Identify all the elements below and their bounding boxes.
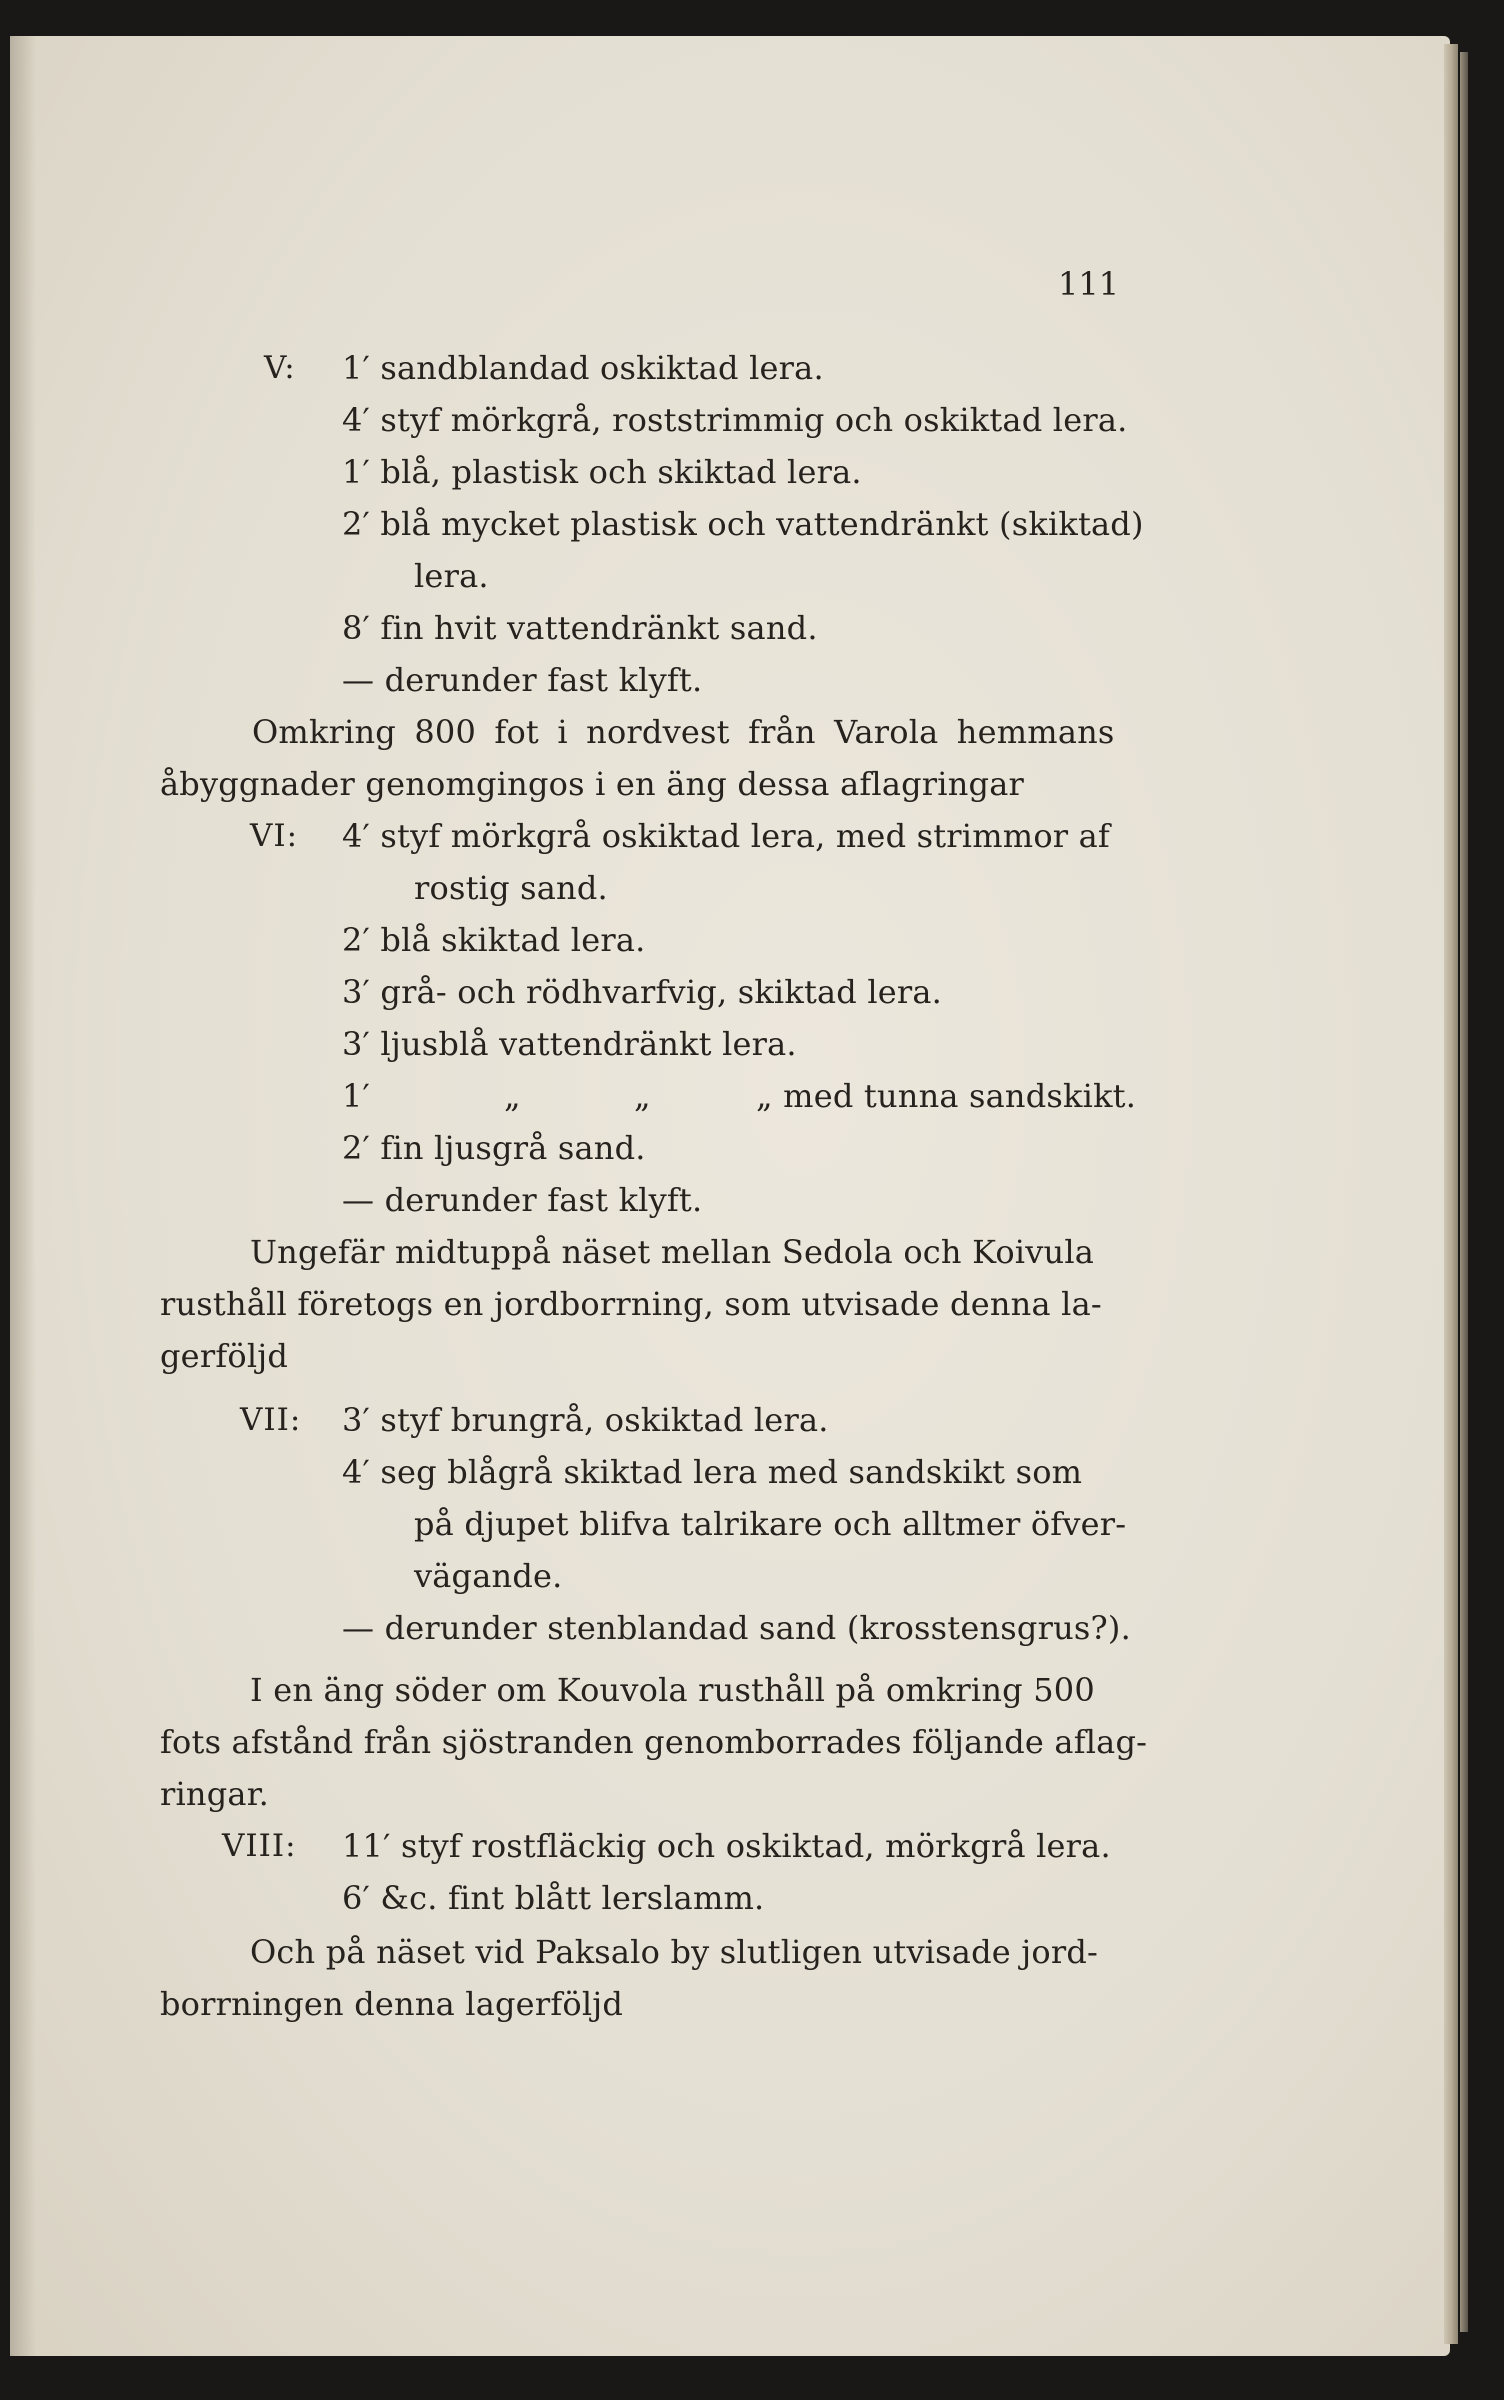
text-line: 2′ blå skiktad lera. <box>342 921 646 959</box>
section-label-vi: VI: <box>250 818 299 854</box>
text-line: I en äng söder om Kouvola rusthåll på omkring 500 <box>250 1671 1095 1709</box>
text-line: borrningen denna lagerföljd <box>160 1985 624 2023</box>
text-line: 2′ fin ljusgrå sand. <box>342 1129 646 1167</box>
text-line: 1′ blå, plastisk och skiktad lera. <box>342 453 862 491</box>
text-line: Ungefär midtuppå näset mellan Sedola och Koivula <box>250 1233 1095 1271</box>
section-label-v: V: <box>264 350 296 386</box>
text-line: 4′ styf mörkgrå, roststrimmig och oskiktad lera. <box>342 401 1128 439</box>
text-line: gerföljd <box>160 1337 289 1375</box>
text-line: 3′ ljusblå vattendränkt lera. <box>342 1025 797 1063</box>
text-line: 4′ styf mörkgrå oskiktad lera, med strimmor af <box>342 817 1110 855</box>
text-line: 1′ sandblandad oskiktad lera. <box>342 349 824 387</box>
text-line: 8′ fin hvit vattendränkt sand. <box>342 609 818 647</box>
page-number: 111 <box>1058 265 1120 303</box>
text-line: 11′ styf rostfläckig och oskiktad, mörkgrå lera. <box>342 1827 1111 1865</box>
page-gutter-shadow <box>10 36 36 2356</box>
text-line: 3′ styf brungrå, oskiktad lera. <box>342 1401 829 1439</box>
page-edge <box>1444 44 1458 2344</box>
text-line: „ med tunna sandskikt. <box>756 1077 1137 1115</box>
text-line: åbyggnader genomgingos i en äng dessa aflagringar <box>160 765 1025 803</box>
text-line: Och på näset vid Paksalo by slutligen utvisade jord- <box>250 1933 1099 1971</box>
text-line: lera. <box>414 557 489 595</box>
text-line: — derunder fast klyft. <box>342 661 703 699</box>
text-line: rusthåll företogs en jordborrning, som utvisade denna la- <box>160 1285 1102 1323</box>
text-line: 1′ <box>342 1077 371 1115</box>
text-line: 4′ seg blågrå skiktad lera med sandskikt som <box>342 1453 1083 1491</box>
text-line: Omkring 800 fot i nordvest från Varola hemmans <box>252 713 1115 751</box>
text-line: fots afstånd från sjöstranden genomborrades följande aflag- <box>160 1723 1148 1761</box>
text-line: 2′ blå mycket plastisk och vattendränkt (skiktad) <box>342 505 1144 543</box>
text-line: rostig sand. <box>414 869 608 907</box>
text-line: vägande. <box>414 1557 563 1595</box>
text-line: — derunder fast klyft. <box>342 1181 703 1219</box>
text-line: 3′ grå- och rödhvarfvig, skiktad lera. <box>342 973 943 1011</box>
text-line: 6′ &c. fint blått lerslamm. <box>342 1879 765 1917</box>
section-label-vii: VII: <box>240 1402 302 1438</box>
ditto-mark: „ <box>634 1077 651 1115</box>
text-line: ringar. <box>160 1775 270 1813</box>
page-edge-shadow <box>1460 52 1468 2332</box>
section-label-viii: VIII: <box>222 1828 297 1864</box>
ditto-mark: „ <box>504 1077 521 1115</box>
text-line: på djupet blifva talrikare och alltmer öfver- <box>414 1505 1127 1543</box>
text-line: — derunder stenblandad sand (krosstensgrus?). <box>342 1609 1131 1647</box>
